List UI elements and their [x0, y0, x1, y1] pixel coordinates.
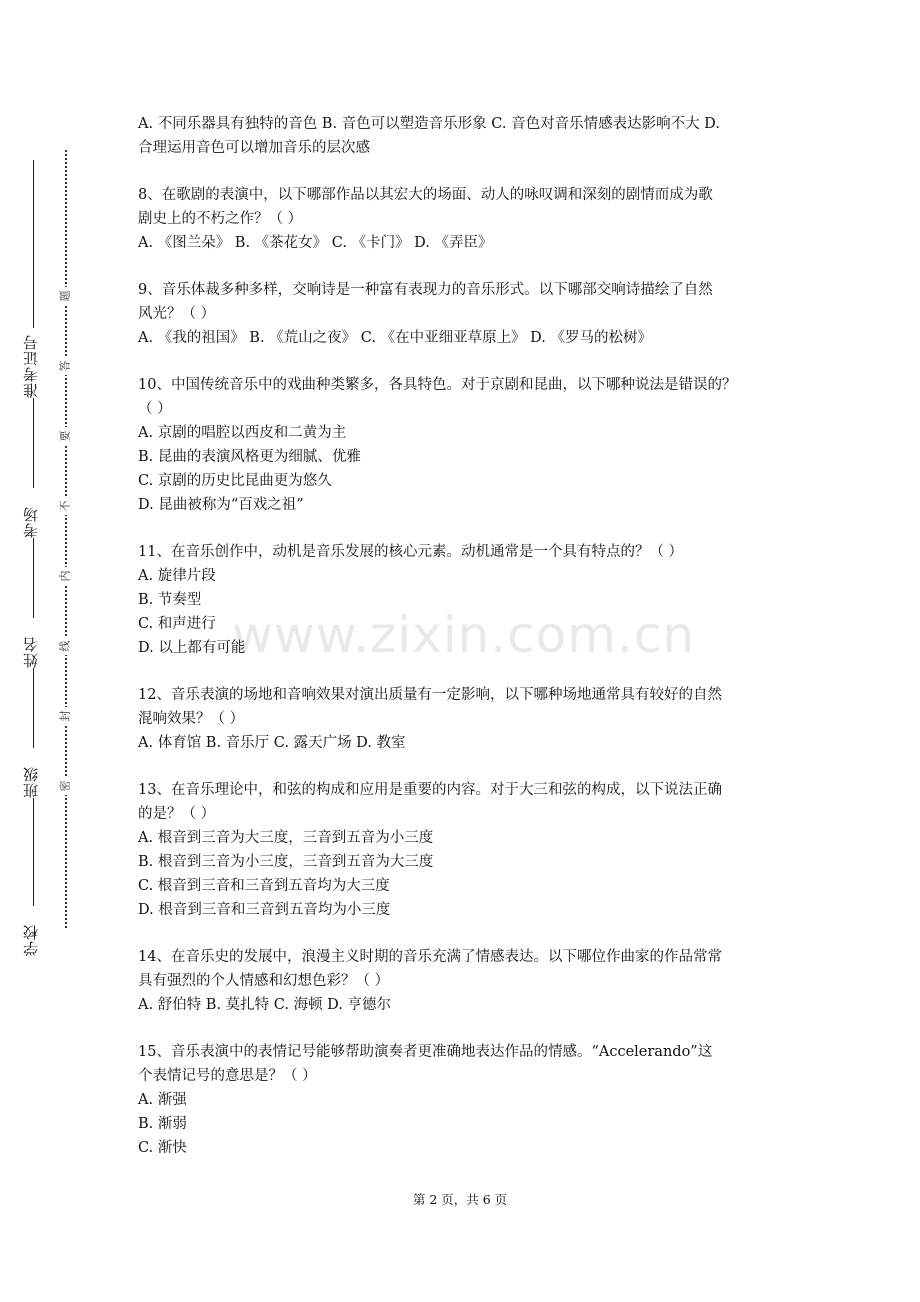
question-stem: 个表情记号的意思是？（ ） — [138, 1068, 317, 1084]
question-options: A. 舒伯特 B. 莫扎特 C. 海顿 D. 亨德尔 — [138, 997, 392, 1013]
question-10 — [138, 373, 788, 517]
question-stem: 14、在音乐史的发展中，浪漫主义时期的音乐充满了情感表达。以下哪位作曲家的作品常常 — [138, 949, 722, 965]
question-stem: 9、音乐体裁多种多样，交响诗是一种富有表现力的音乐形式。以下哪部交响诗描绘了自然 — [138, 282, 713, 298]
seal-char: 要 — [57, 427, 73, 445]
question-content — [138, 112, 788, 1160]
question-9 — [138, 278, 788, 350]
seal-char: 答 — [57, 357, 73, 375]
name-fill-line — [33, 538, 34, 618]
question-stem: 13、在音乐理论中，和弦的构成和应用是重要的内容。对于大三和弦的构成，以下说法正确 — [138, 782, 722, 798]
question-stem: （ ） — [138, 401, 172, 417]
school-label: 学校 — [18, 906, 44, 956]
school-fill-line — [33, 798, 34, 906]
option-d: D. 昆曲被称为“百戏之祖” — [138, 497, 304, 513]
option-b: B. 节奏型 — [138, 592, 202, 608]
option-b: B. 昆曲的表演风格更为细腻、优雅 — [138, 449, 361, 465]
class-label: 班级 — [18, 748, 44, 798]
question-14 — [138, 945, 788, 1017]
option-a: A. 渐强 — [138, 1092, 187, 1108]
prev-question-options: 合理运用音色可以增加音乐的层次感 — [138, 140, 370, 156]
option-d: D. 根音到三音和三音到五音均为小三度 — [138, 902, 391, 918]
option-a: A. 根音到三音为大三度，三音到五音为小三度 — [138, 830, 434, 846]
exam-room-fill-line — [33, 398, 34, 488]
question-15 — [138, 1040, 788, 1160]
seal-dotted-line — [65, 150, 67, 928]
question-options: A. 《图兰朵》 B. 《茶花女》 C. 《卡门》 D. 《弄臣》 — [138, 235, 493, 251]
question-stem: 12、音乐表演的场地和音响效果对演出质量有一定影响，以下哪种场地通常具有较好的自然 — [138, 687, 722, 703]
seal-char: 题 — [57, 287, 73, 305]
option-c: C. 渐快 — [138, 1140, 187, 1156]
option-b: B. 渐弱 — [138, 1116, 187, 1132]
exam-number-fill-line — [33, 160, 34, 328]
option-a: A. 京剧的唱腔以西皮和二黄为主 — [138, 425, 347, 441]
seal-char: 线 — [57, 637, 73, 655]
option-c: C. 根音到三音和三音到五音均为大三度 — [138, 878, 390, 894]
question-13 — [138, 778, 788, 922]
question-stem: 剧史上的不朽之作？（ ） — [138, 211, 303, 227]
class-fill-line — [33, 668, 34, 748]
exam-number-label: 准考证号 — [18, 328, 44, 398]
binding-margin — [0, 0, 100, 1302]
question-11 — [138, 540, 788, 660]
exam-room-label: 考场 — [18, 488, 44, 538]
question-stem: 11、在音乐创作中，动机是音乐发展的核心元素。动机通常是一个具有特点的？（ ） — [138, 544, 684, 560]
question-options: A. 体育馆 B. 音乐厅 C. 露天广场 D. 教室 — [138, 735, 406, 751]
option-a: A. 旋律片段 — [138, 568, 216, 584]
question-stem: 混响效果？（ ） — [138, 711, 245, 727]
seal-char: 内 — [57, 567, 73, 585]
question-stem: 15、音乐表演中的表情记号能够帮助演奏者更准确地表达作品的情感。“Accelerando”这 — [138, 1044, 713, 1060]
question-options: A. 《我的祖国》 B. 《荒山之夜》 C. 《在中亚细亚草原上》 D. 《罗马的松树》 — [138, 330, 653, 346]
question-stem: 风光？（ ） — [138, 306, 216, 322]
question-stem: 的是？（ ） — [138, 806, 216, 822]
question-12 — [138, 683, 788, 755]
question-stem: 具有强烈的个人情感和幻想色彩？（ ） — [138, 973, 390, 989]
option-c: C. 和声进行 — [138, 616, 216, 632]
prev-question-options: A. 不同乐器具有独特的音色 B. 音色可以塑造音乐形象 C. 音色对音乐情感表达影响不大 D. — [138, 116, 720, 132]
option-c: C. 京剧的历史比昆曲更为悠久 — [138, 473, 332, 489]
question-stem: 10、中国传统音乐中的戏曲种类繁多，各具特色。对于京剧和昆曲，以下哪种说法是错误的？ — [138, 377, 737, 393]
seal-char: 密 — [57, 777, 73, 795]
seal-char: 不 — [57, 497, 73, 515]
question-stem: 8、在歌剧的表演中，以下哪部作品以其宏大的场面、动人的咏叹调和深刻的剧情而成为歌 — [138, 187, 713, 203]
option-d: D. 以上都有可能 — [138, 640, 246, 656]
seal-char: 封 — [57, 707, 73, 725]
option-b: B. 根音到三音为小三度，三音到五音为大三度 — [138, 854, 434, 870]
question-8 — [138, 183, 788, 255]
watermark: www.zixin.com.cn — [232, 606, 696, 664]
name-label: 姓名 — [18, 618, 44, 668]
page-number: 第 2 页，共 6 页 — [412, 1192, 508, 1207]
